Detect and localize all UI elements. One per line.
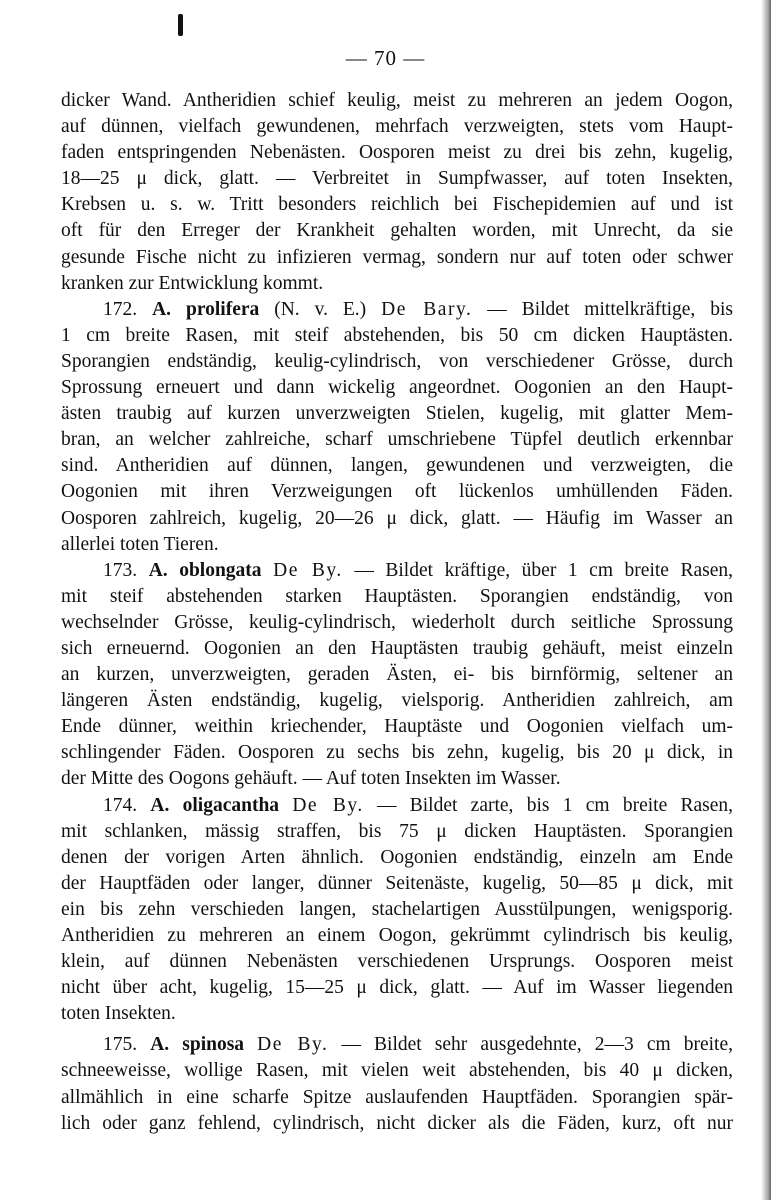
species-name: A. prolifera [152,298,260,320]
text-run: sind. Antheridien auf dünnen, langen, gewundenen und verzweigten, die [61,455,733,477]
text-run: gesunde Fische nicht zu infizieren vermag, sondern nur auf toten oder schwer [61,246,733,268]
text-line [61,975,733,1001]
text-run: an kurzen, unverzweigten, geraden Ästen, ei- bis birnförmig, seltener an [61,664,733,686]
body-text [61,88,733,1137]
entry-first-line [61,297,733,323]
text-line [61,610,733,636]
text-run: (N. v. E.) [259,298,382,320]
text-line [61,245,733,271]
text-run: allerlei toten Tieren. [61,533,219,555]
text-line [61,218,733,244]
text-run: — Bildet zarte, bis 1 cm breite Rasen, [363,794,734,816]
text-run: 175. [103,1034,151,1056]
text-line [61,88,733,114]
text-line [61,453,733,479]
text-line [61,401,733,427]
text-line [61,140,733,166]
text-run: 173. [103,559,149,581]
text-line [61,584,733,610]
text-run: toten Insekten. [61,1003,176,1025]
text-run: allmählich in eine scharfe Spitze auslaufenden Hauptfäden. Sporangien spär- [61,1086,733,1108]
page-edge-shadow [761,0,771,1200]
text-run: Krebsen u. s. w. Tritt besonders reichlich bei Fischepidemien auf und ist [61,194,733,216]
text-line [61,506,733,532]
text-line [61,714,733,740]
text-run: 18—25 μ dick, glatt. — Verbreitet in Sumpfwasser, auf toten Insekten, [61,168,733,190]
species-name: A. spinosa [150,1034,245,1056]
text-run: der Mitte des Oogons gehäuft. — Auf toten Insekten im Wasser. [61,768,561,790]
text-run: Oogonien mit ihren Verzweigungen oft lückenlos umhüllenden Fäden. [61,481,733,503]
author-citation: De By. [257,1034,329,1056]
text-run: dicker Wand. Antheridien schief keulig, meist zu mehreren an jedem Oogon, [61,90,733,111]
text-line [61,114,733,140]
text-run: nicht über acht, kugelig, 15—25 μ dick, glatt. — Auf im Wasser liegenden [61,977,733,999]
text-run: Sporangien endständig, keulig-cylindrisch, von verschiedener Grösse, durch [61,350,733,372]
text-run [244,1034,257,1055]
text-run: lich oder ganz fehlend, cylindrisch, nicht dicker als die Fäden, kurz, oft nur [61,1112,733,1134]
text-run: Sprossung erneuert und dann wickelig angeordnet. Oogonien an den Haupt- [61,377,733,399]
text-run: Antheridien zu mehreren an einem Oogon, gekrümmt cylindrisch bis keulig, [61,925,733,946]
text-run: sich erneuernd. Oogonien an den Hauptästen traubig gehäuft, meist einzeln [61,637,733,659]
text-line [61,375,733,401]
text-line [61,1001,733,1027]
author-citation: De By. [292,794,364,816]
page-number: — 70 — [345,46,426,70]
text-line [61,1058,733,1084]
text-line [61,271,733,297]
text-line [61,662,733,688]
entry-first-line [61,793,733,819]
text-run: längeren Ästen endständig, kugelig, vielsporig. Antheridien zahlreich, am [61,690,733,712]
text-run: bran, an welcher zahlreiche, scharf umschriebene Tüpfel deutlich erkennbar [61,429,733,451]
text-run: oft für den Erreger der Krankheit gehalten worden, mit Unrecht, da sie [61,220,733,242]
text-run: ein bis zehn verschieden langen, stachelartigen Ausstülpungen, wenigsporig. [61,898,733,920]
text-run: mit schlanken, mässig straffen, bis 75 μ dicken Hauptästen. Sporangien [61,820,733,842]
text-line [61,688,733,714]
text-line [61,897,733,923]
entry-first-line [61,1032,733,1058]
text-run: klein, auf dünnen Nebenästen verschiedenen Ursprungs. Oosporen meist [61,951,733,973]
text-line [61,923,733,949]
text-run: schlingender Fäden. Oosporen zu sechs bis zehn, kugelig, bis 20 μ dick, in [61,742,733,764]
text-line [61,740,733,766]
text-run: 172. [103,298,153,320]
text-line [61,349,733,375]
author-citation: De By. [273,559,343,581]
text-run: der Hauptfäden oder langer, dünner Seitenäste, kugelig, 50—85 μ dick, mit [61,872,733,894]
text-run: Oosporen zahlreich, kugelig, 20—26 μ dick, glatt. — Häufig im Wasser an [61,507,733,529]
text-run: 1 cm breite Rasen, mit steif abstehenden, bis 50 cm dicken Hauptästen. [61,324,733,346]
text-line [61,1111,733,1137]
text-run: — Bildet sehr ausgedehnte, 2—3 cm breite, [328,1034,733,1056]
text-line [61,192,733,218]
ink-blot [178,14,183,36]
entry-first-line [61,558,733,584]
text-line [61,1085,733,1111]
text-line [61,636,733,662]
text-run: schneeweisse, wollige Rasen, mit vielen weit abstehenden, bis 40 μ dicken, [61,1060,733,1082]
text-line [61,845,733,871]
text-run: — Bildet kräftige, über 1 cm breite Rasen, [342,559,734,581]
text-line [61,871,733,897]
text-line [61,532,733,558]
text-run: denen der vorigen Arten ähnlich. Oogonien endständig, einzeln am Ende [61,846,733,868]
text-run: — Bildet mittelkräftige, bis [472,298,734,320]
text-run: wechselnder Grösse, keulig-cylindrisch, wiederholt durch seitliche Sprossung [61,611,733,633]
species-name: A. oligacantha [150,794,280,816]
species-name: A. oblongata [148,559,262,581]
text-run: mit steif abstehenden starken Hauptästen. Sporangien endständig, von [61,585,733,607]
text-run [279,795,292,816]
text-run: kranken zur Entwicklung kommt. [61,272,324,294]
text-run: ästen traubig auf kurzen unverzweigten Stielen, kugelig, mit glatter Mem- [61,403,733,425]
text-line [61,479,733,505]
text-line [61,819,733,845]
author-citation: De Bary. [381,298,473,320]
text-run: Ende dünner, weithin kriechender, Hauptäste und Oogonien vielfach um- [61,716,733,738]
text-run: auf dünnen, vielfach gewundenen, mehrfach verzweigten, stets vom Haupt- [61,116,733,138]
text-line [61,949,733,975]
text-line [61,766,733,792]
text-line [61,166,733,192]
text-run [262,560,274,581]
text-line [61,427,733,453]
text-line [61,323,733,349]
text-run: 174. [103,794,151,816]
text-run: faden entspringenden Nebenästen. Oosporen meist zu drei bis zehn, kugelig, [61,142,733,164]
